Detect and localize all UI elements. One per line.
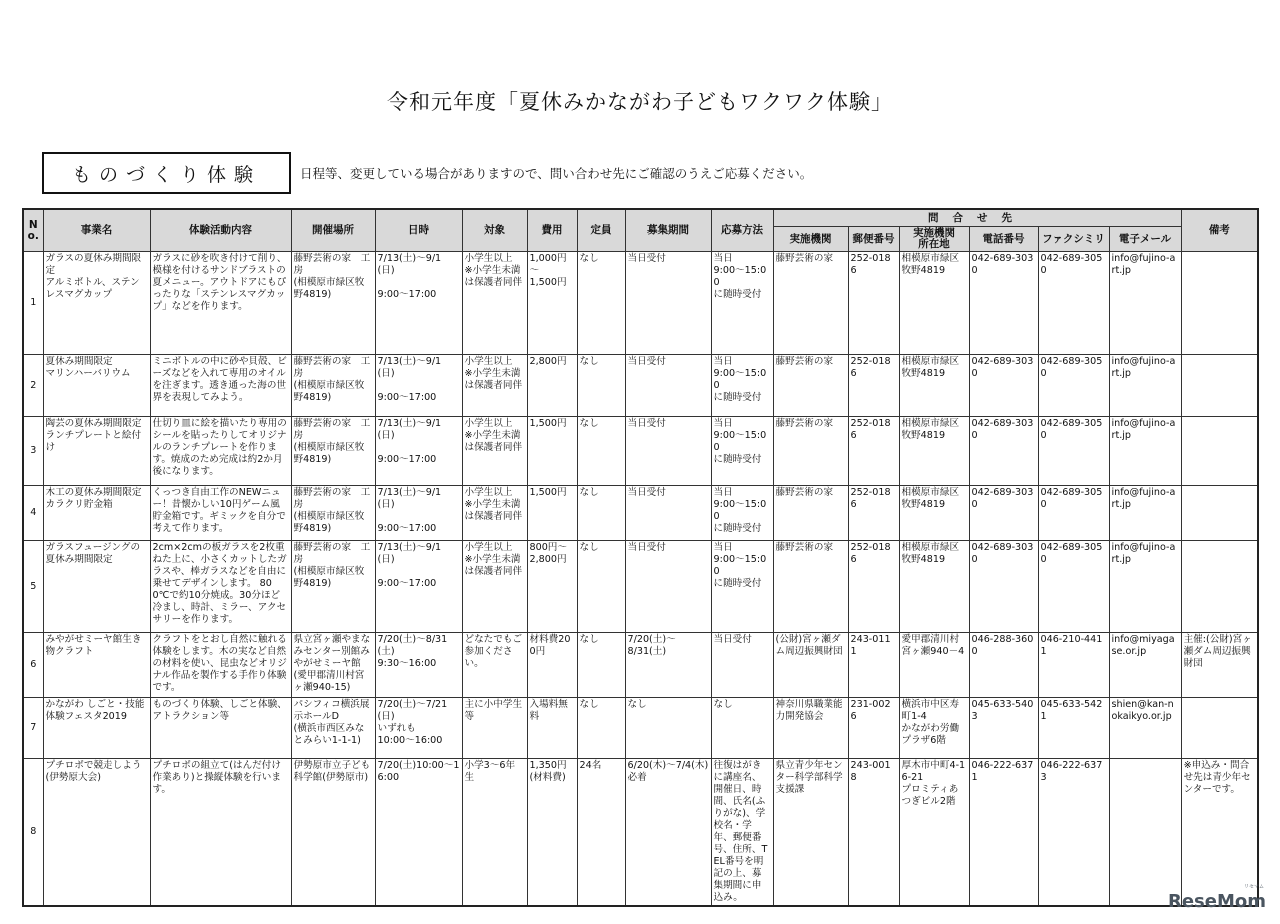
cell-org: 藤野芸術の家 <box>773 355 848 417</box>
cell-target: 小学生以上 ※小学生未満は保護者同伴 <box>462 355 527 417</box>
cell-content: 仕切り皿に絵を描いたり専用のシールを貼ったりしてオリジナルのランチプレートを作ります。焼成のため完成は約2か月後になります。 <box>150 417 291 486</box>
cell-remarks <box>1181 355 1258 417</box>
header-email: 電子メール <box>1109 227 1181 252</box>
cell-tel: 042-689-3030 <box>969 355 1038 417</box>
cell-fee: 1,500円 <box>527 486 577 541</box>
cell-venue: 藤野芸術の家 工房 (相模原市緑区牧野4819) <box>291 541 375 633</box>
header-name: 事業名 <box>43 209 150 252</box>
cell-zip: 252-0186 <box>848 252 899 355</box>
cell-no: 7 <box>23 698 43 759</box>
cell-tel: 045-633-5403 <box>969 698 1038 759</box>
cell-content: クラフトをとおし自然に触れる体験をします。木の実など自然の材料を使い、昆虫などオリジナル作品を製作する手作り体験です。 <box>150 633 291 698</box>
cell-target: 小学生以上 ※小学生未満は保護者同伴 <box>462 417 527 486</box>
cell-org: (公財)宮ヶ瀬ダム周辺振興財団 <box>773 633 848 698</box>
cell-org: 藤野芸術の家 <box>773 417 848 486</box>
cell-address: 横浜市中区寿町1-4 かながわ労働プラザ6階 <box>899 698 969 759</box>
header-tel: 電話番号 <box>969 227 1038 252</box>
cell-fax: 042-689-3050 <box>1038 541 1109 633</box>
cell-name: みやがせミーヤ館生き物クラフト <box>43 633 150 698</box>
cell-name: 陶芸の夏休み期間限定 ランチプレートと絵付け <box>43 417 150 486</box>
cell-period: 当日受付 <box>625 486 711 541</box>
header-method: 応募方法 <box>711 209 773 252</box>
cell-address: 相模原市緑区 牧野4819 <box>899 541 969 633</box>
cell-venue: 藤野芸術の家 工房 (相模原市緑区牧野4819) <box>291 252 375 355</box>
header-zip: 郵便番号 <box>848 227 899 252</box>
cell-remarks <box>1181 417 1258 486</box>
cell-tel: 046-222-6371 <box>969 759 1038 907</box>
notice-text: 日程等、変更している場合がありますので、問い合わせ先にご確認のうえご応募ください。 <box>300 166 813 181</box>
cell-org: 神奈川県職業能力開発協会 <box>773 698 848 759</box>
cell-target: 小学生以上 ※小学生未満は保護者同伴 <box>462 252 527 355</box>
header-venue: 開催場所 <box>291 209 375 252</box>
cell-datetime: 7/20(土)～8/31 (土) 9:30～16:00 <box>375 633 462 698</box>
cell-period: 7/20(土)～ 8/31(土) <box>625 633 711 698</box>
cell-no: 1 <box>23 252 43 355</box>
cell-datetime: 7/13(土)～9/1 (日) 9:00～17:00 <box>375 541 462 633</box>
cell-capacity: 24名 <box>577 759 625 907</box>
header-target: 対象 <box>462 209 527 252</box>
header-fee: 費用 <box>527 209 577 252</box>
cell-datetime: 7/20(土)～7/21 (日) いずれも 10:00～16:00 <box>375 698 462 759</box>
cell-period: 当日受付 <box>625 252 711 355</box>
cell-datetime: 7/13(土)～9/1 (日) 9:00～17:00 <box>375 486 462 541</box>
table-body <box>23 252 1258 907</box>
cell-no: 5 <box>23 541 43 633</box>
cell-no: 8 <box>23 759 43 907</box>
cell-period: なし <box>625 698 711 759</box>
cell-fee: 800円～ 2,800円 <box>527 541 577 633</box>
cell-capacity: なし <box>577 486 625 541</box>
cell-datetime: 7/13(土)～9/1 (日) 9:00～17:00 <box>375 355 462 417</box>
cell-target: どなたでもご参加ください。 <box>462 633 527 698</box>
cell-fee: 1,350円 (材料費) <box>527 759 577 907</box>
table-row <box>23 541 1258 633</box>
cell-period: 6/20(木)～7/4(木) 必着 <box>625 759 711 907</box>
cell-content: 2cm×2cmの板ガラスを2枚重ねた上に、小さくカットしたガラスや、棒ガラスなどを自由に乗せてデザインします。 800℃で約10分焼成。30分ほど冷まし、時計、ミラー、アクセサリーを作ります。 <box>150 541 291 633</box>
cell-venue: 伊勢原市立子ども科学館(伊勢原市) <box>291 759 375 907</box>
cell-venue: 藤野芸術の家 工房 (相模原市緑区牧野4819) <box>291 355 375 417</box>
header-period: 募集期間 <box>625 209 711 252</box>
cell-capacity: なし <box>577 417 625 486</box>
cell-address: 相模原市緑区 牧野4819 <box>899 355 969 417</box>
header-datetime: 日時 <box>375 209 462 252</box>
cell-remarks: 主催:(公財)宮ヶ瀬ダム周辺振興財団 <box>1181 633 1258 698</box>
cell-tel: 042-689-3030 <box>969 417 1038 486</box>
cell-email: info@fujino-art.jp <box>1109 417 1181 486</box>
cell-fee: 材料費200円 <box>527 633 577 698</box>
cell-no: 4 <box>23 486 43 541</box>
cell-org: 藤野芸術の家 <box>773 486 848 541</box>
cell-fax: 042-689-3050 <box>1038 252 1109 355</box>
cell-remarks <box>1181 698 1258 759</box>
cell-name: ガラスフュージングの夏休み期間限定 <box>43 541 150 633</box>
cell-target: 小学生以上 ※小学生未満は保護者同伴 <box>462 541 527 633</box>
cell-name: ガラスの夏休み期間限定 アルミボトル、ステンレスマグカップ <box>43 252 150 355</box>
cell-address: 相模原市緑区 牧野4819 <box>899 252 969 355</box>
cell-capacity: なし <box>577 698 625 759</box>
cell-fee: 入場料無料 <box>527 698 577 759</box>
cell-tel: 042-689-3030 <box>969 486 1038 541</box>
cell-org: 藤野芸術の家 <box>773 541 848 633</box>
cell-method: 当日 9:00～15:00 に随時受付 <box>711 541 773 633</box>
events-table <box>22 208 1259 907</box>
cell-method: なし <box>711 698 773 759</box>
header-no: No. <box>23 209 43 252</box>
cell-email: info@fujino-art.jp <box>1109 486 1181 541</box>
cell-org: 県立青少年センター科学部科学支援課 <box>773 759 848 907</box>
cell-method: 当日 9:00～15:00 に随時受付 <box>711 355 773 417</box>
table-row <box>23 698 1258 759</box>
resemom-watermark-logo: ReseMom リセマム <box>1167 884 1266 912</box>
cell-datetime: 7/13(土)～9/1 (日) 9:00～17:00 <box>375 417 462 486</box>
cell-content: ものづくり体験、しごと体験、アトラクション等 <box>150 698 291 759</box>
cell-email: info@fujino-art.jp <box>1109 355 1181 417</box>
header-remarks: 備考 <box>1181 209 1258 252</box>
table-row <box>23 417 1258 486</box>
cell-capacity: なし <box>577 633 625 698</box>
cell-zip: 243-0111 <box>848 633 899 698</box>
cell-tel: 042-689-3030 <box>969 541 1038 633</box>
cell-method: 当日 9:00～15:00 に随時受付 <box>711 252 773 355</box>
cell-name: 木工の夏休み期間限定 カラクリ貯金箱 <box>43 486 150 541</box>
cell-fax: 042-689-3050 <box>1038 486 1109 541</box>
cell-name: 夏休み期間限定 マリンハーバリウム <box>43 355 150 417</box>
cell-period: 当日受付 <box>625 355 711 417</box>
table-row <box>23 252 1258 355</box>
cell-capacity: なし <box>577 355 625 417</box>
cell-org: 藤野芸術の家 <box>773 252 848 355</box>
cell-address: 厚木市中町4-16-21 プロミティあつぎビル2階 <box>899 759 969 907</box>
cell-method: 当日受付 <box>711 633 773 698</box>
cell-content: くっつき自由工作のNEWニュー！昔懐かしい10円ゲーム風貯金箱です。ギミックを自分で考えて作ります。 <box>150 486 291 541</box>
cell-fax: 042-689-3050 <box>1038 417 1109 486</box>
cell-fee: 1,500円 <box>527 417 577 486</box>
table-row <box>23 355 1258 417</box>
header-capacity: 定員 <box>577 209 625 252</box>
category-box: ものづくり体験 <box>42 152 291 194</box>
table-row <box>23 486 1258 541</box>
cell-zip: 231-0026 <box>848 698 899 759</box>
cell-name: かながわ しごと・技能体験フェスタ2019 <box>43 698 150 759</box>
cell-tel: 042-689-3030 <box>969 252 1038 355</box>
cell-method: 当日 9:00～15:00 に随時受付 <box>711 486 773 541</box>
table-row <box>23 633 1258 698</box>
cell-target: 主に小中学生等 <box>462 698 527 759</box>
cell-fax: 045-633-5421 <box>1038 698 1109 759</box>
cell-capacity: なし <box>577 252 625 355</box>
header-content: 体験活動内容 <box>150 209 291 252</box>
header-contact-group: 問合せ先 <box>773 209 1181 227</box>
cell-fax: 046-210-4411 <box>1038 633 1109 698</box>
cell-email: shien@kan-nokaikyo.or.jp <box>1109 698 1181 759</box>
cell-period: 当日受付 <box>625 541 711 633</box>
cell-no: 3 <box>23 417 43 486</box>
header-address: 実施機関 所在地 <box>899 227 969 252</box>
cell-capacity: なし <box>577 541 625 633</box>
cell-fee: 2,800円 <box>527 355 577 417</box>
cell-address: 愛甲郡清川村宮ヶ瀬940－4 <box>899 633 969 698</box>
cell-method: 当日 9:00～15:00 に随時受付 <box>711 417 773 486</box>
cell-venue: パシフィコ横浜展示ホールD (横浜市西区みなとみらい1-1-1) <box>291 698 375 759</box>
cell-venue: 藤野芸術の家 工房 (相模原市緑区牧野4819) <box>291 417 375 486</box>
cell-remarks <box>1181 541 1258 633</box>
cell-zip: 252-0186 <box>848 486 899 541</box>
cell-name: プチロボで競走しよう (伊勢原大会) <box>43 759 150 907</box>
cell-zip: 252-0186 <box>848 355 899 417</box>
cell-datetime: 7/20(土)10:00～16:00 <box>375 759 462 907</box>
cell-no: 6 <box>23 633 43 698</box>
table-row <box>23 759 1258 907</box>
cell-venue: 県立宮ヶ瀬やまなみセンター別館みやがせミーヤ館 (愛甲郡清川村宮ヶ瀬940-15) <box>291 633 375 698</box>
cell-email <box>1109 759 1181 907</box>
cell-zip: 252-0186 <box>848 417 899 486</box>
cell-method: 往復はがきに講座名、開催日、時間、氏名(ふりがな)、学校名・学年、郵便番号、住所、TEL番号を明記の上、募集期間に申込み。 <box>711 759 773 907</box>
page-title: 令和元年度「夏休みかながわ子どもワクワク体験」 <box>387 90 893 114</box>
cell-venue: 藤野芸術の家 工房 (相模原市緑区牧野4819) <box>291 486 375 541</box>
cell-fee: 1,000円～ 1,500円 <box>527 252 577 355</box>
cell-fax: 046-222-6373 <box>1038 759 1109 907</box>
cell-fax: 042-689-3050 <box>1038 355 1109 417</box>
cell-address: 相模原市緑区 牧野4819 <box>899 417 969 486</box>
cell-email: info@fujino-art.jp <box>1109 252 1181 355</box>
cell-no: 2 <box>23 355 43 417</box>
cell-content: プチロボの組立て(はんだ付け作業あり)と操縦体験を行います。 <box>150 759 291 907</box>
header-org: 実施機関 <box>773 227 848 252</box>
cell-remarks <box>1181 486 1258 541</box>
cell-datetime: 7/13(土)～9/1 (日) 9:00～17:00 <box>375 252 462 355</box>
cell-target: 小学3～6年生 <box>462 759 527 907</box>
cell-content: ガラスに砂を吹き付けて削り、模様を付けるサンドブラストの夏メニュー。アウトドアにもぴったりな「ステンレスマグカップ」などを作ります。 <box>150 252 291 355</box>
cell-remarks: ※申込み・問合せ先は青少年センターです。 <box>1181 759 1258 907</box>
cell-period: 当日受付 <box>625 417 711 486</box>
cell-remarks <box>1181 252 1258 355</box>
cell-tel: 046-288-3600 <box>969 633 1038 698</box>
cell-address: 相模原市緑区 牧野4819 <box>899 486 969 541</box>
header-fax: ファクシミリ <box>1038 227 1109 252</box>
cell-content: ミニボトルの中に砂や貝殻、ビーズなどを入れて専用のオイルを注ぎます。透き通った海の世界を表現してみよう。 <box>150 355 291 417</box>
cell-email: info@miyagase.or.jp <box>1109 633 1181 698</box>
cell-target: 小学生以上 ※小学生未満は保護者同伴 <box>462 486 527 541</box>
cell-zip: 252-0186 <box>848 541 899 633</box>
cell-email: info@fujino-art.jp <box>1109 541 1181 633</box>
cell-zip: 243-0018 <box>848 759 899 907</box>
